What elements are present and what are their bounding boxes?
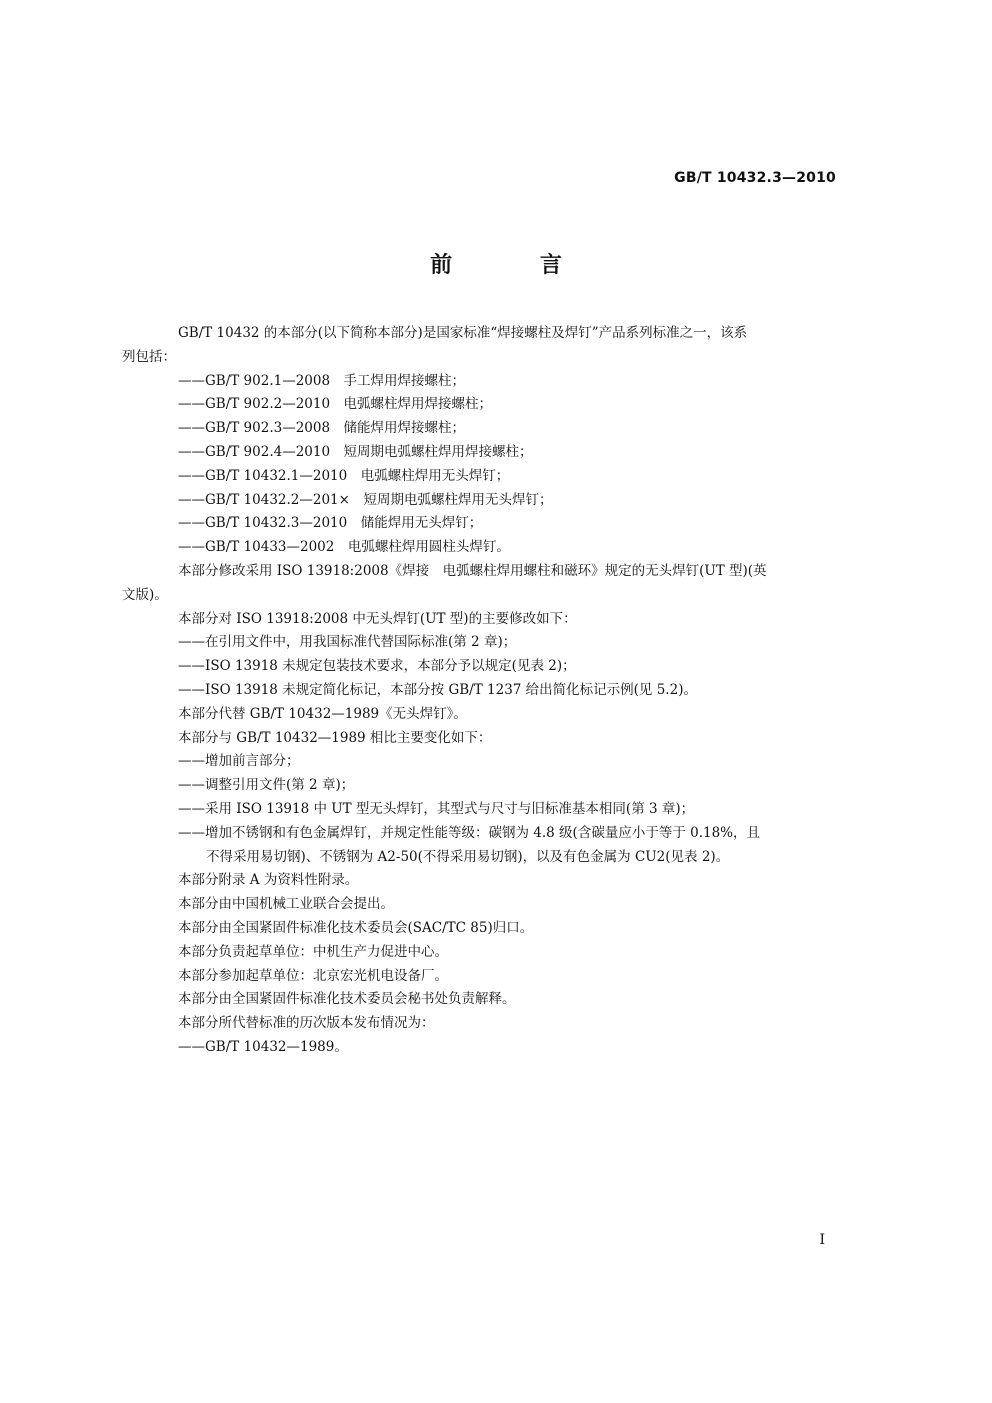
- change-item: ——采用 ISO 13918 中 UT 型无头焊钉，其型式与尺寸与旧标准基本相同(第 3 章)；: [178, 800, 695, 817]
- closing-statement: 本部分附录 A 为资料性附录。: [178, 872, 359, 889]
- page-title: 前 言: [430, 253, 602, 278]
- intro-paragraph: [122, 322, 842, 370]
- closing-statement: 本部分由中国机械工业联合会提出。: [178, 896, 394, 913]
- intro-line: 列包括：: [122, 348, 176, 365]
- series-item: ——GB/T 902.1—2008 手工焊用焊接螺柱；: [178, 372, 466, 389]
- series-item: ——GB/T 10432.2—201× 短周期电弧螺柱焊用无头焊钉；: [178, 491, 553, 508]
- mods-intro: 本部分对 ISO 13918:2008 中无头焊钉(UT 型)的主要修改如下：: [178, 610, 577, 627]
- mod-item: ——ISO 13918 未规定包装技术要求，本部分予以规定(见表 2)；: [178, 658, 576, 675]
- series-item: ——GB/T 902.2—2010 电弧螺柱焊用焊接螺柱；: [178, 396, 493, 413]
- intro-line: GB/T 10432 的本部分(以下简称本部分)是国家标准“焊接螺柱及焊钉”产品系列标准之一，该系: [178, 325, 748, 341]
- closing-statement: 本部分由全国紧固件标准化技术委员会(SAC/TC 85)归口。: [178, 919, 534, 936]
- foreword-body: [122, 322, 842, 1060]
- series-item: ——GB/T 902.4—2010 短周期电弧螺柱焊用焊接螺柱；: [178, 443, 533, 460]
- replaces-statement: 本部分代替 GB/T 10432—1989《无头焊钉》。: [178, 705, 467, 722]
- change-item: ——增加前言部分；: [178, 753, 300, 770]
- changes-intro: 本部分与 GB/T 10432—1989 相比主要变化如下：: [178, 729, 492, 746]
- change-item: [150, 822, 842, 870]
- change-line: 不得采用易切钢)、不锈钢为 A2-50(不得采用易切钢)，以及有色金属为 CU2(见表 2)。: [206, 848, 730, 865]
- mod-item: ——ISO 13918 未规定简化标记，本部分按 GB/T 1237 给出简化标记示例(见 5.2)。: [178, 681, 697, 698]
- series-item: ——GB/T 10433—2002 电弧螺柱焊用圆柱头焊钉。: [178, 539, 510, 556]
- change-item: ——调整引用文件(第 2 章)；: [178, 777, 355, 794]
- adoption-line: 本部分修改采用 ISO 13918:2008《焊接 电弧螺柱焊用螺柱和磁环》规定的无头焊钉(UT 型)(英: [178, 562, 767, 579]
- closing-statement: 本部分由全国紧固件标准化技术委员会秘书处负责解释。: [178, 991, 516, 1008]
- history-item: ——GB/T 10432—1989。: [178, 1038, 348, 1055]
- series-item: ——GB/T 10432.3—2010 储能焊用无头焊钉；: [178, 515, 483, 532]
- closing-statement: 本部分负责起草单位：中机生产力促进中心。: [178, 943, 448, 960]
- closing-statement: 本部分所代替标准的历次版本发布情况为：: [178, 1015, 435, 1032]
- series-item: ——GB/T 902.3—2008 储能焊用焊接螺柱；: [178, 420, 466, 437]
- adoption-line: 文版)。: [122, 586, 168, 603]
- adoption-paragraph: [122, 560, 842, 608]
- mod-item: ——在引用文件中，用我国标准代替国际标准(第 2 章)；: [178, 634, 517, 651]
- standard-number: GB/T 10432.3—2010: [674, 170, 836, 186]
- change-line: ——增加不锈钢和有色金属焊钉，并规定性能等级：碳钢为 4.8 级(含碳量应小于等于 0.18%，且: [178, 824, 760, 841]
- page-number: I: [819, 1232, 825, 1248]
- series-item: ——GB/T 10432.1—2010 电弧螺柱焊用无头焊钉；: [178, 467, 510, 484]
- closing-statement: 本部分参加起草单位：北京宏光机电设备厂。: [178, 967, 448, 984]
